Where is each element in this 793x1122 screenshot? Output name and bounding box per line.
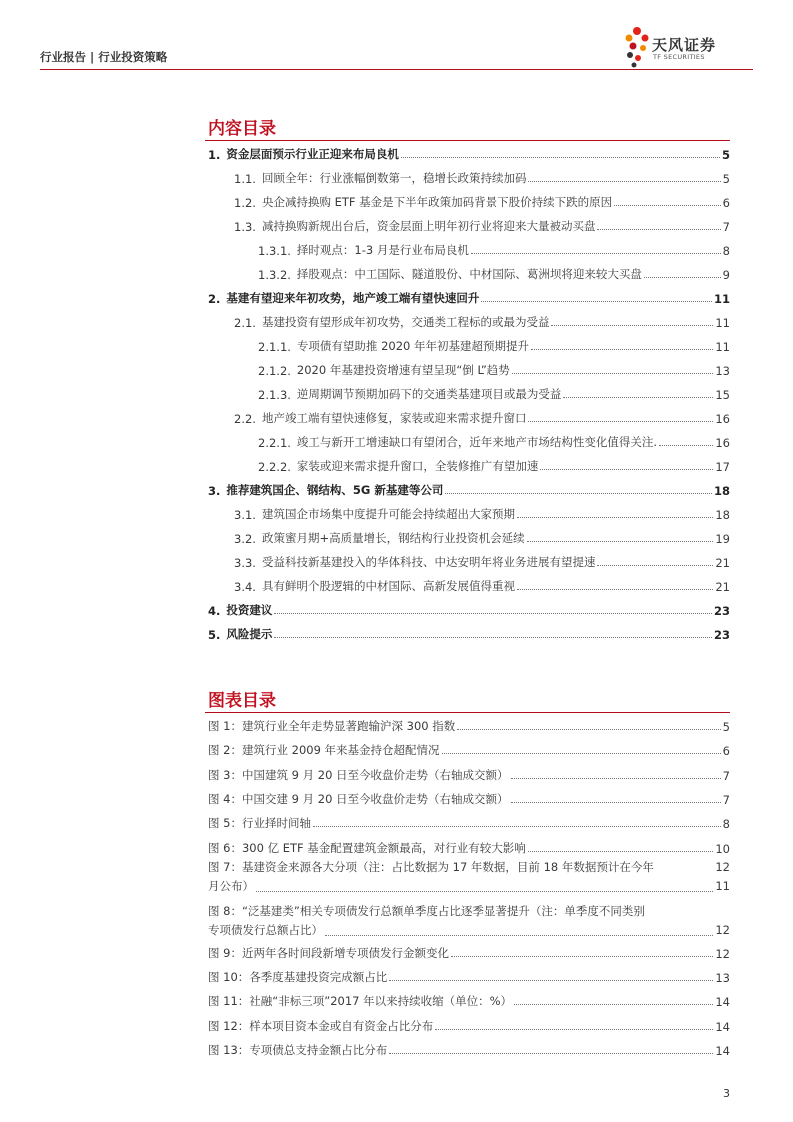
toc-entry-label: 风险提示 [226,627,273,641]
dot-leader [512,373,714,374]
dot-leader [445,493,712,494]
toc-entry-label: 减持换购新规出台后，资金层面上明年初行业将迎来大量被动买盘 [261,219,596,233]
dot-leader [597,565,713,566]
toc-entry-label: 择时观点：1-3 月是行业布局良机 [296,243,469,257]
toc-entry-label: 具有鲜明个股逻辑的中材国际、高新发展值得重视 [261,579,515,593]
toc-entry-number: 1.1. [234,172,256,186]
toc-entry[interactable] [234,312,730,330]
figure-entry-page: 5 [722,720,730,734]
figure-entry[interactable] [208,716,730,734]
dot-leader [597,229,720,230]
toc-entry-number: 2.2.1. [258,436,291,450]
figure-entry[interactable] [208,858,730,896]
toc-entry-label: 家装或迎来需求提升窗口，全装修推广有望加速 [296,459,539,473]
toc-entry-number: 2.1.1. [258,340,291,354]
figure-entry-page: 11 [715,879,730,893]
dot-leader [528,181,720,182]
toc-entry-label: 基建投资有望形成年初攻势，交通类工程标的或最为受益 [261,315,550,329]
toc-title-rule [205,140,730,141]
toc-entry-label: 专项债有望助推 2020 年年初基建超预期提升 [296,339,529,353]
toc-entry[interactable] [208,144,730,162]
toc-entry-page: 18 [715,508,730,522]
toc-entry-number: 2.1.2. [258,364,291,378]
dot-leader [614,205,721,206]
toc-entry[interactable] [234,192,730,210]
figure-entry-label: 图 9：近两年各时间段新增专项债发行金额变化 [208,946,449,960]
toc-entry[interactable] [234,552,730,570]
dot-leader [389,980,713,981]
toc-title: 内容目录 [208,119,276,139]
toc-entry[interactable] [258,264,730,282]
toc-entry-number: 2.1. [234,316,256,330]
toc-entry-page: 23 [713,604,730,618]
figure-entry-label-continued: 专项债发行总额占比） [208,923,323,937]
figure-entry-label: 图 12：样本项目资本金或自有资金占比分布 [208,1018,434,1033]
figure-entry-label: 图 1：建筑行业全年走势显著跑输沪深 300 指数 [208,719,456,733]
toc-entry[interactable] [234,504,730,522]
brand-flower-icon [622,24,652,68]
dot-leader [442,753,721,754]
toc-entry-label: 受益科技新基建投入的华体科技、中达安明年将业务进展有望提速 [261,555,596,569]
figure-entry[interactable] [208,991,730,1009]
toc-entry[interactable] [208,600,730,618]
figure-entry-label: 图 3：中国建筑 9 月 20 日至今收盘价走势（右轴成交额） [208,767,509,782]
dot-leader [659,445,713,446]
brand-logo [622,24,757,70]
figure-entry[interactable] [208,838,730,856]
dot-leader [563,397,713,398]
dot-leader [274,637,712,638]
toc-entry[interactable] [234,528,730,546]
toc-entry-page: 16 [715,412,730,426]
figure-entry-page: 14 [715,995,730,1010]
toc-entry[interactable] [258,336,730,354]
figure-entry-page: 12 [715,947,730,961]
dot-leader [435,1029,713,1030]
toc-entry-number: 5. [208,628,221,642]
toc-entry-page: 19 [715,532,730,546]
dot-leader [551,325,713,326]
toc-entry-label: 地产竣工端有望快速修复，家装或迎来需求提升窗口 [261,411,527,425]
toc-entry-label: 央企减持换购 ETF 基金是下半年政策加码背景下股价持续下跌的原因 [261,195,613,209]
dot-leader [457,729,720,730]
figure-entry-page: 12 [715,923,730,937]
figure-entry[interactable] [208,1016,730,1034]
toc-entry-number: 1.3.1. [258,244,291,258]
figures-title-rule [205,712,730,713]
toc-entry[interactable] [208,480,730,498]
toc-entry-label: 2020 年基建投资增速有望呈现“倒 L”趋势 [296,363,510,377]
toc-entry-number: 3.3. [234,556,256,570]
dot-leader [644,277,721,278]
toc-entry[interactable] [258,456,730,474]
toc-entry-page: 15 [715,388,730,402]
toc-entry-page: 7 [722,220,730,234]
toc-entry-number: 2.1.3. [258,388,291,402]
dot-leader [511,802,721,803]
toc-entry[interactable] [208,288,730,306]
toc-entry-number: 1.2. [234,196,256,210]
dot-leader [527,541,714,542]
figure-entry-label: 图 2：建筑行业 2009 年来基金持仓超配情况 [208,743,440,758]
toc-entry-page: 6 [722,196,730,210]
figure-entry-page: 7 [722,792,730,807]
figure-entry[interactable] [208,765,730,783]
toc-entry-label: 逆周期调节预期加码下的交通类基建项目或最为受益 [296,387,562,401]
toc-entry-number: 2.2. [234,412,256,426]
figure-entry-page: 14 [715,1019,730,1034]
figure-entry-label: 图 4：中国交建 9 月 20 日至今收盘价走势（右轴成交额） [208,791,509,806]
figure-entry[interactable] [208,967,730,985]
figures-title: 图表目录 [208,691,276,711]
dot-leader [528,851,714,852]
brand-subtitle: TF SECURITIES [653,53,705,61]
figure-entry[interactable] [208,740,730,758]
toc-entry-page: 23 [713,628,730,642]
figure-entry-label: 图 13：专项债总支持金额占比分布 [208,1042,388,1057]
figure-entry-label: 图 6：300 亿 ETF 基金配置建筑金额最高，对行业有较大影响 [208,840,526,855]
toc-entry-label: 资金层面预示行业正迎来布局良机 [226,147,399,161]
figure-entry[interactable] [208,789,730,807]
toc-entry-label: 投资建议 [226,603,273,617]
dot-leader [401,157,720,158]
figure-entry[interactable] [208,943,730,961]
report-category: 行业报告 | 行业投资策略 [40,50,168,64]
dot-leader [517,517,713,518]
figure-entry-page: 13 [715,971,730,986]
dot-leader [274,613,712,614]
toc-entry-label: 推荐建筑国企、钢结构、5G 新基建等公司 [226,483,444,497]
toc-entry[interactable] [258,432,730,450]
toc-entry[interactable] [258,360,730,378]
figure-entry[interactable] [208,902,730,940]
dot-leader [517,589,713,590]
toc-entry-label: 回顾全年：行业涨幅倒数第一，稳增长政策持续加码 [261,171,527,185]
toc-entry[interactable] [234,576,730,594]
toc-entry-label: 择股观点：中工国际、隧道股份、中材国际、葛洲坝将迎来较大买盘 [296,267,642,281]
dot-leader [325,935,713,936]
figure-entry-label: 图 10：各季度基建投资完成额占比 [208,970,388,985]
toc-entry[interactable] [234,168,730,186]
figure-entry-label: 图 7：基建资金来源各大分项（注：占比数据为 17 年数据，目前 18 年数据预计在今年 [208,860,654,874]
toc-entry-number: 3.2. [234,532,256,546]
toc-entry-page: 11 [715,316,730,330]
toc-entry-number: 2.2.2. [258,460,291,474]
figure-entry-label-continued: 月公布） [208,879,254,893]
figure-entry-label: 图 11：社融“非标三项”2017 年以来持续收缩（单位：%） [208,994,513,1009]
toc-entry-label: 政策蜜月期+高质量增长，钢结构行业投资机会延续 [261,531,525,545]
figure-entry-label-tail: 12 [715,860,730,874]
figure-entry-page: 14 [715,1043,730,1058]
toc-entry-page: 11 [713,292,730,306]
toc-entry-page: 13 [715,364,730,378]
figure-entry-page: 7 [722,768,730,783]
toc-entry-page: 21 [715,556,730,570]
figure-entry-label: 图 5：行业择时间轴 [208,816,311,831]
dot-leader [471,253,721,254]
toc-entry-page: 18 [713,484,730,498]
toc-entry[interactable] [234,216,730,234]
toc-entry-number: 3.4. [234,580,256,594]
dot-leader [531,349,713,350]
toc-entry-page: 8 [722,244,730,258]
dot-leader [514,1004,713,1005]
toc-entry[interactable] [208,624,730,642]
toc-entry[interactable] [234,408,730,426]
dot-leader [256,891,713,892]
toc-entry-label: 竣工与新开工增速缺口有望闭合，近年来地产市场结构性变化值得关注. [296,435,658,449]
page-number: 3 [723,1087,730,1100]
toc-entry-page: 17 [715,460,730,474]
toc-entry-label: 基建有望迎来年初攻势，地产竣工端有望快速回升 [226,291,480,305]
brand-name: 天风证券 [652,36,717,54]
dot-leader [451,956,713,957]
toc-entry-number: 2. [208,292,221,306]
toc-entry-label: 建筑国企市场集中度提升可能会持续超出大家预期 [261,507,515,521]
figure-entry[interactable] [208,813,730,831]
dot-leader [389,1053,713,1054]
header-rule [40,69,753,70]
figure-entry-label: 图 8：“泛基建类”相关专项债发行总额单季度占比逐季显著提升（注：单季度不同类别 [208,904,645,918]
toc-entry-page: 5 [722,172,730,186]
dot-leader [540,469,713,470]
figure-entry[interactable] [208,1040,730,1058]
toc-entry-page: 5 [721,148,730,162]
toc-entry-page: 11 [715,340,730,354]
figure-entry-page: 6 [722,744,730,759]
toc-entry-number: 4. [208,604,221,618]
dot-leader [528,421,713,422]
toc-entry[interactable] [258,240,730,258]
figure-entry-page: 8 [722,817,730,832]
toc-entry-page: 9 [722,268,730,282]
toc-entry-number: 1.3.2. [258,268,291,282]
toc-entry-number: 3.1. [234,508,256,522]
dot-leader [511,778,721,779]
figure-entry-page: 10 [715,841,730,856]
dot-leader [481,301,712,302]
toc-entry-page: 21 [715,580,730,594]
toc-entry-number: 3. [208,484,221,498]
toc-entry-page: 16 [715,436,730,450]
toc-entry[interactable] [258,384,730,402]
toc-entry-number: 1.3. [234,220,256,234]
dot-leader [313,826,721,827]
toc-entry-number: 1. [208,148,221,162]
